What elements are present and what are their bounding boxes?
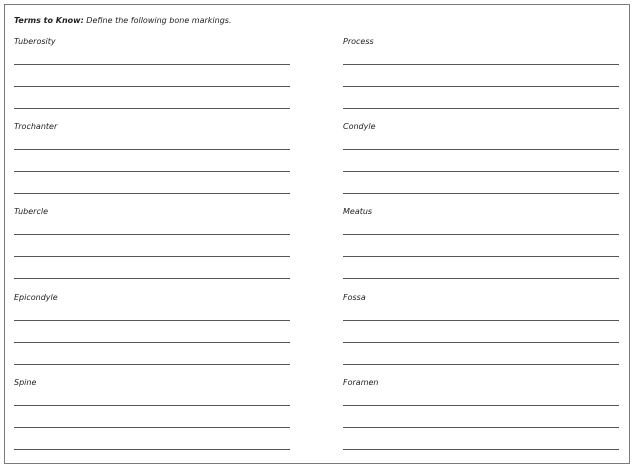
term-label: Fossa [343,293,366,302]
answer-line[interactable] [343,256,619,257]
answer-line[interactable] [14,86,290,87]
answer-line[interactable] [14,405,290,406]
answer-line[interactable] [343,193,619,194]
term-block-tuberosity [14,37,290,121]
header-instruction: Define the following bone markings. [83,16,232,25]
answer-line[interactable] [343,364,619,365]
term-label: Tuberosity [14,37,56,46]
answer-line[interactable] [14,427,290,428]
term-label: Trochanter [14,122,58,131]
term-label: Condyle [343,122,376,131]
answer-line[interactable] [14,171,290,172]
term-block-tubercle [14,207,290,291]
term-label: Foramen [343,378,379,387]
answer-line[interactable] [14,108,290,109]
term-label: Tubercle [14,207,48,216]
term-block-epicondyle [14,293,290,377]
worksheet-header [14,16,231,25]
answer-line[interactable] [343,86,619,87]
answer-line[interactable] [343,234,619,235]
answer-line[interactable] [343,342,619,343]
term-label: Meatus [343,207,373,216]
term-block-process [343,37,619,121]
answer-line[interactable] [14,342,290,343]
term-block-spine [14,378,290,462]
answer-line[interactable] [14,256,290,257]
answer-line[interactable] [14,149,290,150]
answer-line[interactable] [343,149,619,150]
answer-line[interactable] [343,278,619,279]
term-block-foramen [343,378,619,462]
term-label: Epicondyle [14,293,58,302]
term-block-meatus [343,207,619,291]
answer-line[interactable] [14,64,290,65]
term-label: Process [343,37,374,46]
term-block-fossa [343,293,619,377]
answer-line[interactable] [343,108,619,109]
answer-line[interactable] [14,449,290,450]
answer-line[interactable] [14,278,290,279]
answer-line[interactable] [14,364,290,365]
term-label: Spine [14,378,37,387]
term-block-condyle [343,122,619,206]
answer-line[interactable] [343,171,619,172]
answer-line[interactable] [14,320,290,321]
answer-line[interactable] [14,234,290,235]
answer-line[interactable] [343,64,619,65]
term-block-trochanter [14,122,290,206]
answer-line[interactable] [343,320,619,321]
answer-line[interactable] [343,449,619,450]
answer-line[interactable] [343,405,619,406]
header-lead: Terms to Know: [14,16,84,25]
worksheet [4,4,630,464]
answer-line[interactable] [343,427,619,428]
answer-line[interactable] [14,193,290,194]
